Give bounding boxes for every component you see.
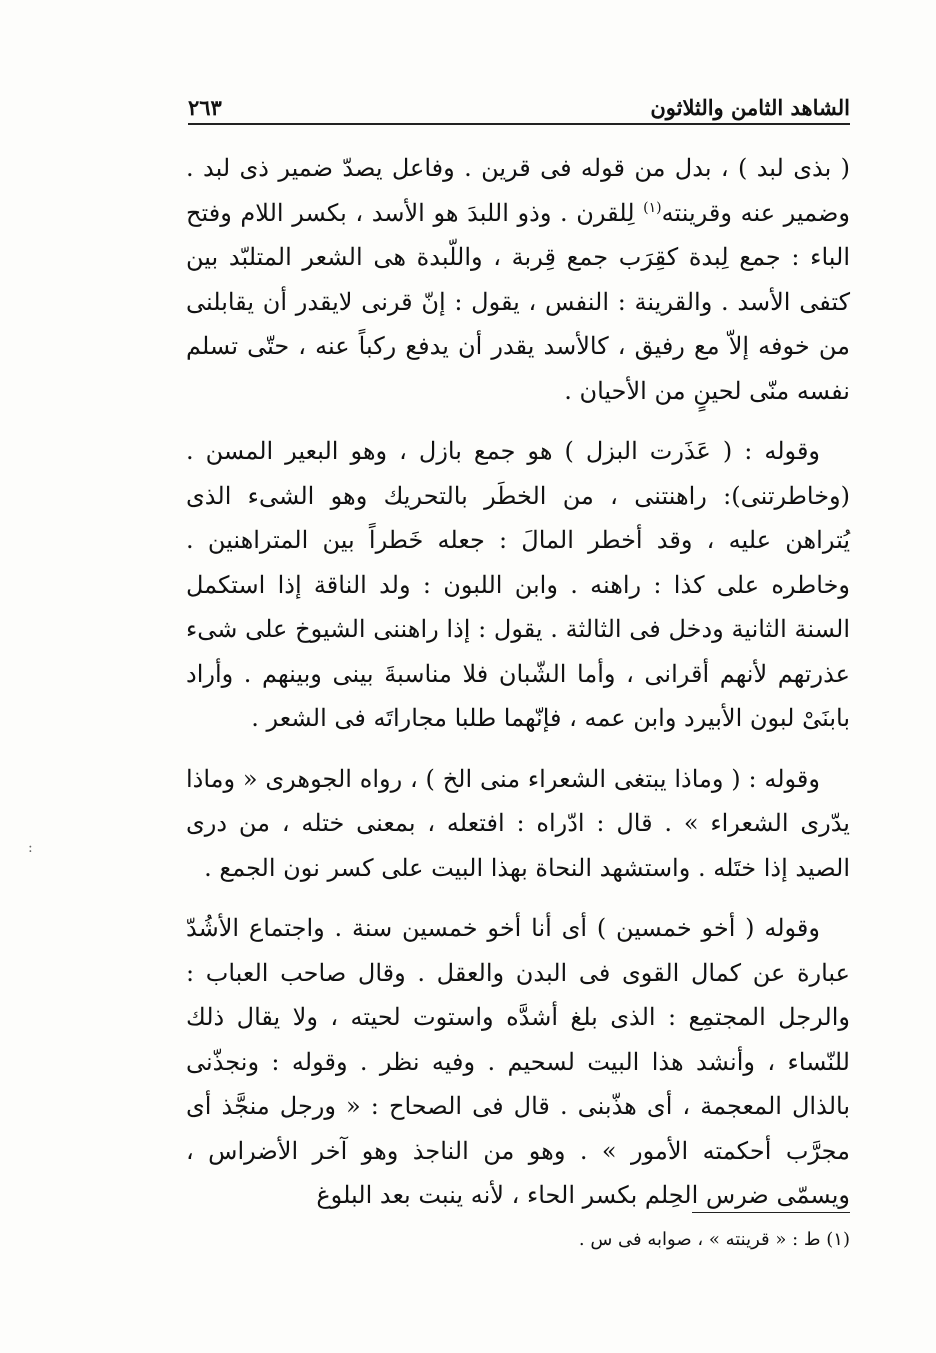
paragraph-2: وقوله : ( عَذَرت البزل ) هو جمع بازل ، وهو البعير المسن . (وخاطرتنى): راهنتنى ، من الخطَر بالتحريك وهو الشىء الذى يُتراهن عليه ، وقد أخطر المالَ : جعله خَطراً بين المتراهنين . وخاطره على كذا : راهنه . وابن اللبون : ولد الناقة إذا استكمل السنة الثانية ودخل فى الثالثة . يقول : إذا راهننى الشيوخ على شىء عذرتهم لأنهم أقرانى ، وأما الشّبان فلا مناسبةَ بينى وبينهم . وأراد بابنَىْ لبون الأبيرد وابن عمه ، فإنّهما طلبا مجاراتَه فى الشعر . (186, 437, 850, 732)
header-rule (188, 123, 850, 125)
paragraph-1 (186, 146, 850, 413)
footnote-rule (692, 1212, 850, 1213)
main-text (186, 146, 850, 1234)
paragraph-1-start: ( بذى لبد ) ، بدل من قوله فى قرين . وفاعل يصدّ ضمير ذى لبد . وضمير عنه وقرينته (186, 154, 850, 227)
paragraph-4: وقوله ( أخو خمسين ) أى أنا أخو خمسين سنة . واجتماع الأشُدّ عبارة عن كمال القوى فى البدن والعقل . وقال صاحب العباب : والرجل المجتمِع : الذى بلغ أشدَّه واستوت لحيته ، ولا يقال ذلك للنّساء ، وأنشد هذا البيت لسحيم . وفيه نظر . وقوله : ونجذّنى بالذال المعجمة ، أى هذّبنى . قال فى الصحاح : « ورجل منجَّذ أى مجرَّب أحكمته الأمور » . وهو من الناجذ وهو آخر الأضراس ، ويسمّى ضرس الحِلم بكسر الحاء ، لأنه ينبت بعد البلوغ (186, 914, 851, 1209)
footnote-ref[interactable]: (١) (643, 199, 662, 216)
page-header (188, 82, 850, 120)
paragraph-3: وقوله : ( وماذا يبتغى الشعراء منى الخ ) ، رواه الجوهرى « وماذا يدّرى الشعراء » . قال : ادّراه : افتعله ، بمعنى ختله ، من درى الصيد إذا ختَله . واستشهد النحاة بهذا البيت على كسر نون الجمع . (186, 764, 850, 882)
page-number: ٢٦٣ (188, 95, 222, 120)
paragraph-1-rest: لِلقرن . وذو اللبدَ هو الأسد ، بكسر اللام وفتح الباء : جمع لِبدة كقِرَب جمع قِربة ، واللّبدة هى الشعر المتلبّد بين كتفى الأسد . والقرينة : النفس ، يقول : إنّ قرنى لايقدر أن يقابلنى من خوفه إلاّ مع رفيق ، كالأسد يقدر أن يدفع ركباً عنه ، حتّى تسلم نفسه منّى لحينٍ من الأحيان . (186, 198, 850, 405)
running-title: الشاهد الثامن والثلاثون (650, 95, 850, 120)
margin-mark: : (28, 840, 33, 856)
footnote: (١) ط : « قرينته » ، صوابه فى س . (578, 1229, 850, 1250)
